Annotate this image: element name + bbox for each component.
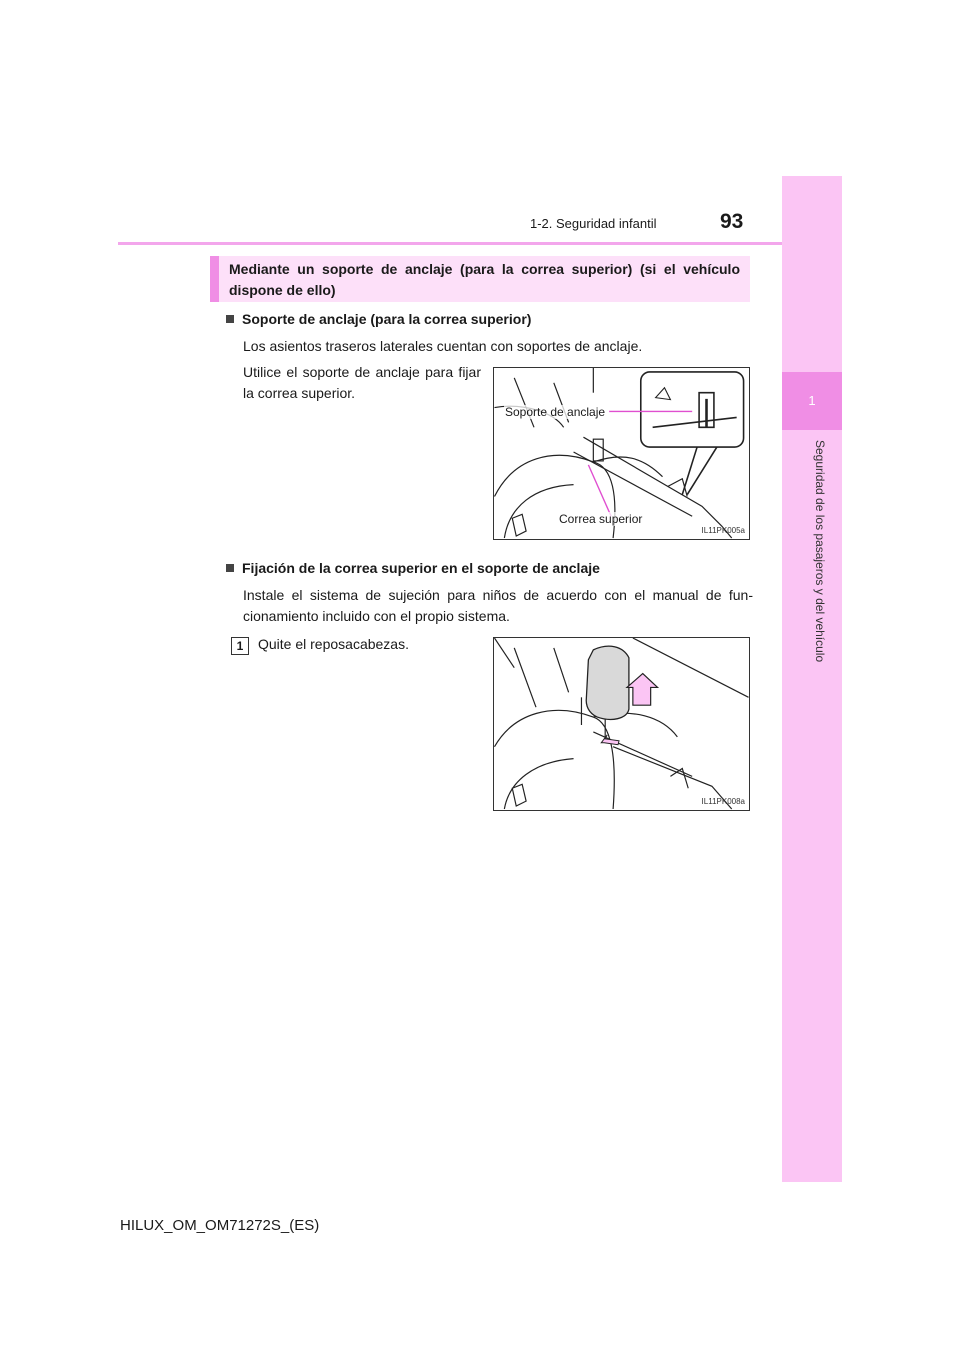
step-number-box: 1 [231,637,249,655]
paragraph-anchor-intro: Los asientos traseros laterales cuentan con soportes de anclaje. [243,338,643,354]
chapter-title: Seguridad de los pasajeros y del vehículo [813,440,827,663]
paragraph-fixing-intro: Instale el sistema de sujeción para niños de acuerdo con el manual de fun- cionamiento incluido con el propio sistema. [243,587,753,624]
callout-top-strap: Correa superior [559,512,643,526]
page-number: 93 [720,210,744,233]
figure-id: IL11PK008a [701,797,745,806]
bullet-title-text: Fijación de la correa superior en el soporte de anclaje [242,560,600,576]
section-label: 1-2. Seguridad infantil [530,216,657,231]
step-text: Quite el reposacabezas. [258,636,409,652]
bullet-square-icon [226,564,234,572]
figure-headrest-removal [493,637,750,811]
section-heading: Mediante un soporte de anclaje (para la correa superior) (si el vehículo dispone de ello) [210,256,750,302]
bullet-title-text: Soporte de anclaje (para la correa superior) [242,311,532,327]
header-rule [118,242,783,245]
figure-anchor-bracket [493,367,750,540]
bullet-title-fixing [226,560,600,576]
callout-anchor-bracket: Soporte de anclaje [505,405,606,419]
paragraph-anchor-instruction: Utilice el soporte de anclaje para fijar la correa superior. [243,364,481,401]
headrest-removal-illustration [494,638,749,810]
document-footer: HILUX_OM_OM71272S_(ES) [120,1217,320,1234]
figure-id: IL11PK005a [701,526,745,535]
bullet-title-anchor [226,311,531,327]
bullet-square-icon [226,315,234,323]
chapter-number: 1 [782,372,842,430]
